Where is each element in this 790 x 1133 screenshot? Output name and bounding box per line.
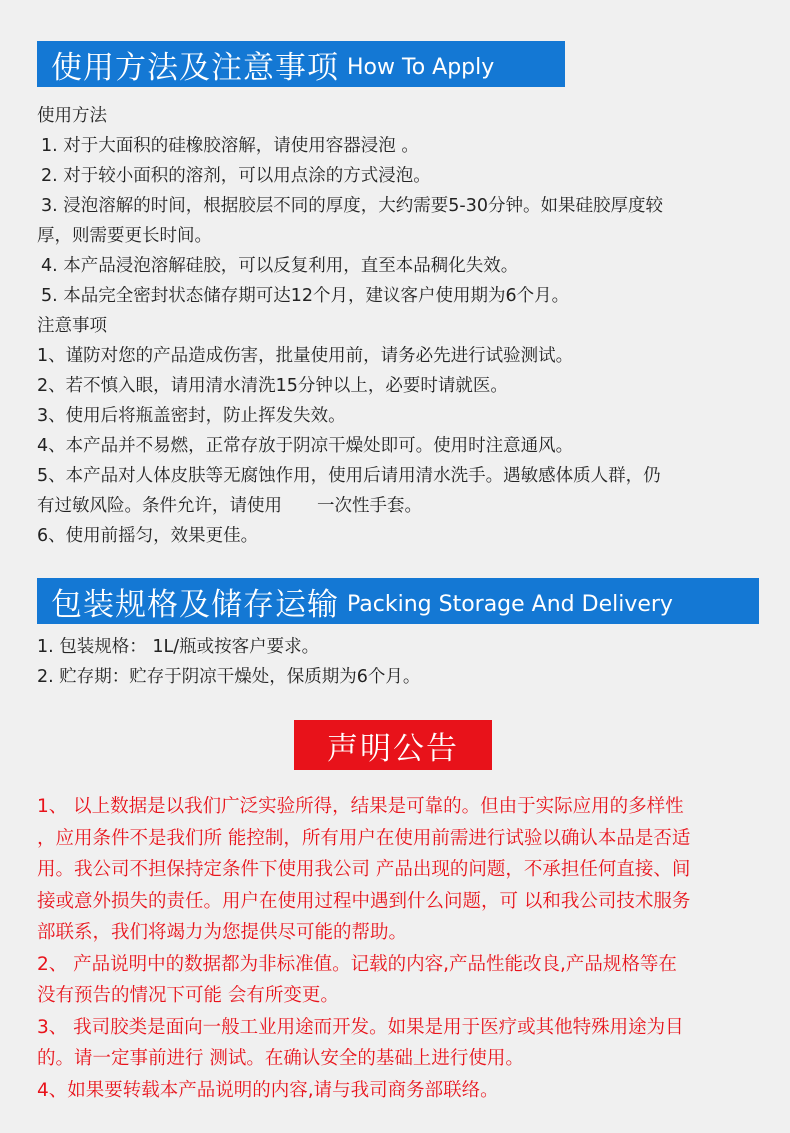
- caution-item: 2、若不慎入眼，请用清水清洗15分钟以上，必要时请就医。: [37, 376, 508, 396]
- caution-item-continued: 有过敏风险。条件允许，请使用 一次性手套。: [37, 496, 422, 516]
- usage-title-en: How To Apply: [347, 54, 495, 80]
- packing-section-banner: [37, 578, 759, 624]
- usage-title-zh: 使用方法及注意事项: [51, 49, 339, 86]
- caution-item: 4、本产品并不易燃，正常存放于阴凉干燥处即可。使用时注意通风。: [37, 436, 574, 456]
- notice-line: 的。请一定事前进行 测试。在确认安全的基础上进行使用。: [37, 1048, 524, 1069]
- packing-title-en: Packing Storage And Delivery: [347, 591, 673, 617]
- caution-item: 6、使用前摇匀，效果更佳。: [37, 526, 259, 546]
- caution-item: 5、本产品对人体皮肤等无腐蚀作用，使用后请用清水洗手。遇敏感体质人群，仍: [37, 466, 661, 486]
- packing-content: [37, 632, 773, 692]
- notice-line: 4、如果要转载本产品说明的内容,请与我司商务部联络。: [37, 1079, 499, 1101]
- caution-item: 1、谨防对您的产品造成伤害，批量使用前，请务必先进行试验测试。: [37, 346, 574, 366]
- notice-line: 部联系，我们将竭力为您提供尽可能的帮助。: [37, 922, 408, 943]
- packing-title-zh: 包装规格及储存运输: [51, 586, 339, 623]
- method-item: 4. 本产品浸泡溶解硅胶，可以反复利用，直至本品稠化失效。: [41, 256, 519, 276]
- method-heading: 使用方法: [37, 106, 107, 126]
- usage-section-banner: [37, 41, 565, 87]
- caution-heading: 注意事项: [37, 316, 107, 336]
- notice-line: 用。我公司不担保持定条件下使用我公司 产品出现的问题，不承担任何直接、间: [37, 859, 691, 880]
- notice-line: ，应用条件不是我们所 能控制，所有用户在使用前需进行试验以确认本品是否适: [37, 827, 691, 849]
- notice-line: 没有预告的情况下可能 会有所变更。: [37, 985, 339, 1006]
- packing-item: 1. 包装规格： 1L/瓶或按客户要求。: [37, 637, 320, 657]
- method-item: 5. 本品完全密封状态储存期可达12个月，建议客户使用期为6个月。: [41, 286, 570, 306]
- notice-line: 3、 我司胶类是面向一般工业用途而开发。如果是用于医疗或其他特殊用途为目: [37, 1016, 684, 1038]
- notice-line: 1、 以上数据是以我们广泛实验所得，结果是可靠的。但由于实际应用的多样性: [37, 796, 684, 817]
- notice-line: 接或意外损失的责任。用户在使用过程中遇到什么问题，可 以和我公司技术服务: [37, 890, 691, 912]
- method-item: 1. 对于大面积的硅橡胶溶解，请使用容器浸泡 。: [41, 136, 419, 156]
- method-item: 2. 对于较小面积的溶剂，可以用点涂的方式浸泡。: [41, 166, 431, 186]
- notice-line: 2、 产品说明中的数据都为非标准值。记载的内容,产品性能改良,产品规格等在: [37, 953, 677, 975]
- method-item-continued: 厚，则需要更长时间。: [37, 226, 212, 246]
- notice-title: 声明公告: [294, 720, 492, 770]
- caution-item: 3、使用后将瓶盖密封，防止挥发失效。: [37, 406, 346, 426]
- method-item: 3. 浸泡溶解的时间，根据胶层不同的厚度，大约需要5-30分钟。如果硅胶厚度较: [41, 196, 663, 216]
- notice-content: [37, 791, 777, 1106]
- packing-item: 2. 贮存期：贮存于阴凉干燥处，保质期为6个月。: [37, 667, 421, 687]
- usage-content: [37, 101, 773, 551]
